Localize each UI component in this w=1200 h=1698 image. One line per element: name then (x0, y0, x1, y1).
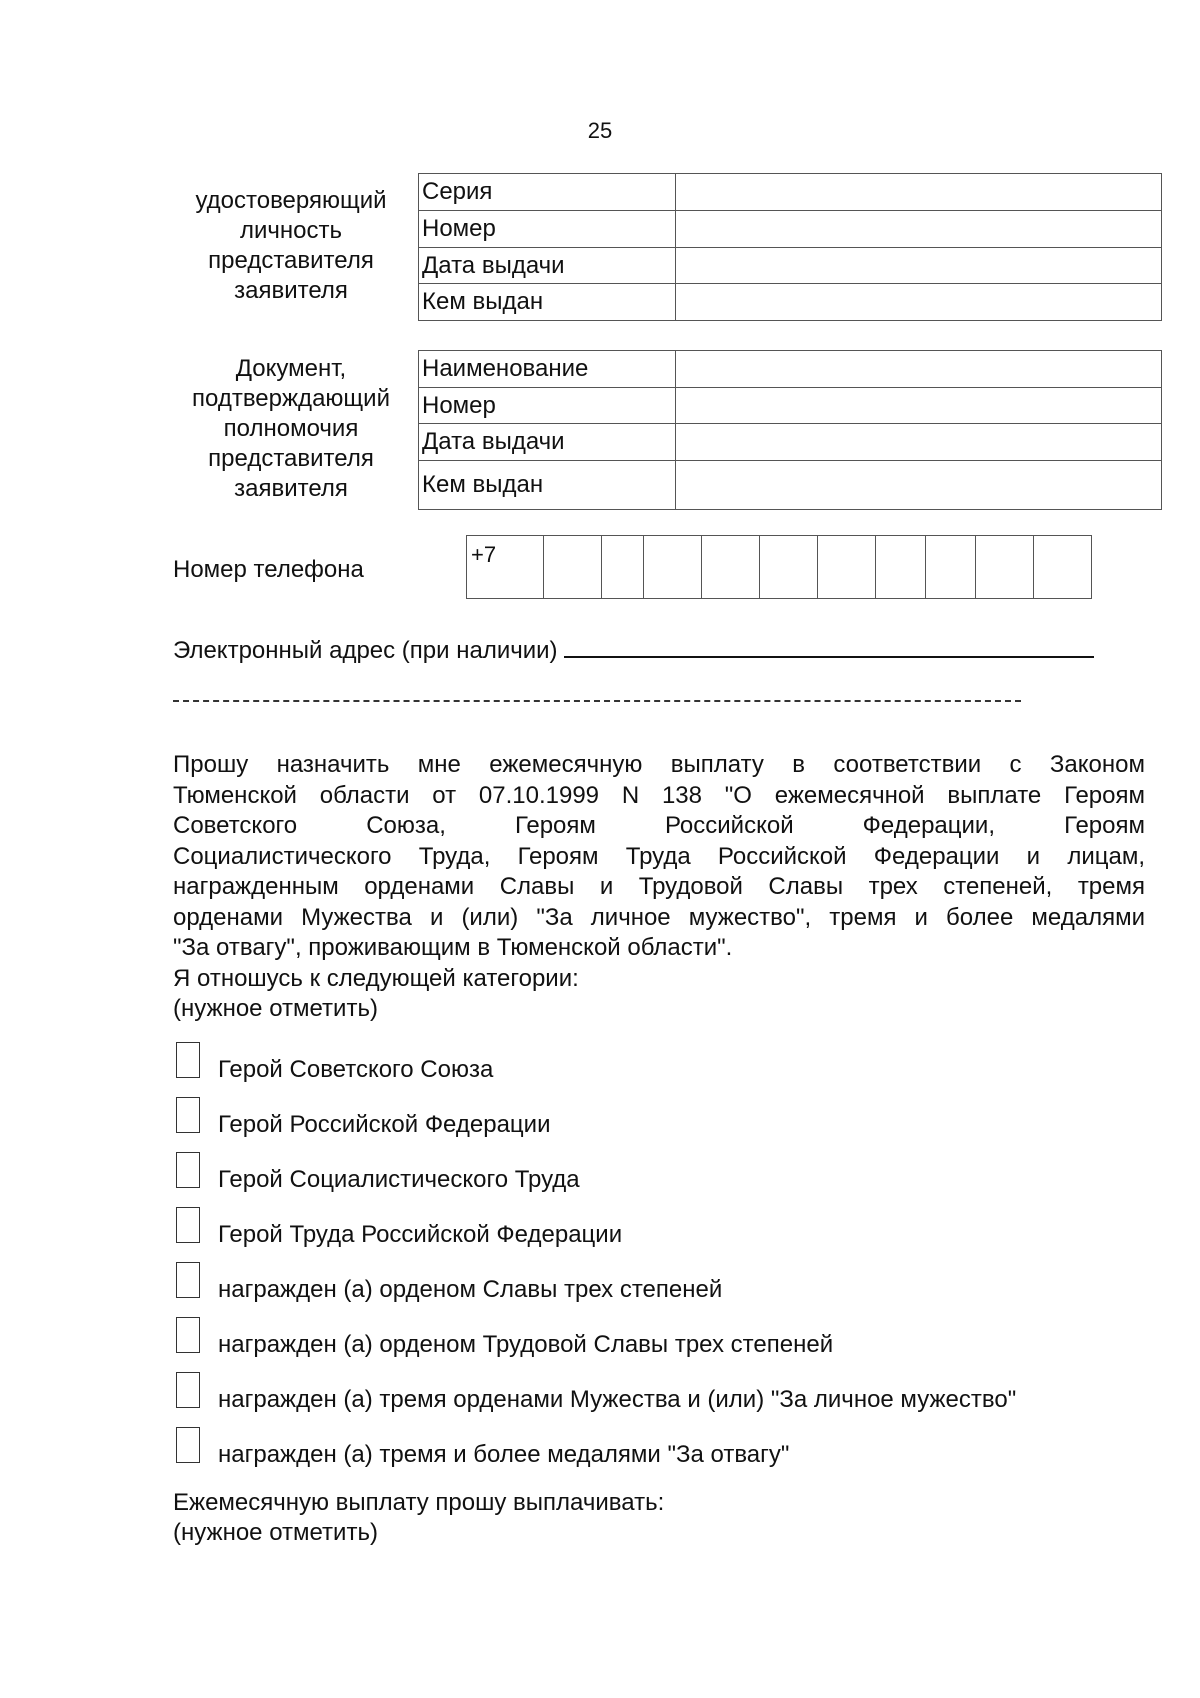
authority-doc-table (418, 350, 1162, 510)
category-label: награжден (а) орденом Славы трех степеней (218, 1276, 723, 1303)
category-prompt: Я отношусь к следующей категории: (173, 964, 579, 992)
authority-number-label: Номер (419, 388, 676, 424)
phone-digit-field[interactable] (601, 536, 643, 598)
phone-digit-field[interactable] (759, 536, 817, 598)
phone-digit-field[interactable] (925, 536, 975, 598)
category-checkbox[interactable] (176, 1042, 200, 1078)
category-checkbox[interactable] (176, 1097, 200, 1133)
category-label: награжден (а) орденом Трудовой Славы трех степеней (218, 1331, 834, 1358)
request-line: Советского Союза, Героям Российской Федерации, Героям (173, 812, 1145, 839)
identity-doc-label-line: представителя (208, 247, 374, 274)
category-hint: (нужное отметить) (173, 995, 378, 1022)
identity-number-label: Номер (419, 211, 676, 248)
request-line: Прошу назначить мне ежемесячную выплату в соответствии с Законом (173, 751, 1145, 778)
payout-hint: (нужное отметить) (173, 1519, 378, 1546)
request-line: награжденным орденами Славы и Трудовой Славы трех степеней, тремя (173, 873, 1145, 900)
phone-digit-field[interactable] (543, 536, 601, 598)
identity-issue-date-field[interactable] (676, 248, 1162, 284)
category-checkbox[interactable] (176, 1262, 200, 1298)
authority-doc-label (180, 354, 402, 504)
identity-doc-table (418, 173, 1162, 321)
authority-name-label: Наименование (419, 351, 676, 388)
identity-doc-label-line: удостоверяющий (195, 187, 387, 214)
phone-prefix: +7 (471, 542, 497, 567)
identity-doc-label-line: заявителя (234, 277, 348, 304)
authority-issue-date-label: Дата выдачи (419, 424, 676, 461)
table-row (419, 284, 1162, 321)
email-row (173, 634, 1094, 665)
request-paragraph (173, 750, 1145, 1025)
category-label: Герой Советского Союза (218, 1056, 494, 1083)
category-checkbox[interactable] (176, 1372, 200, 1408)
payout-title: Ежемесячную выплату прошу выплачивать: (173, 1489, 665, 1516)
phone-digit-field[interactable] (1033, 536, 1091, 598)
request-line: Тюменской области от 07.10.1999 N 138 "О ежемесячной выплате Героям (173, 781, 1145, 809)
identity-issued-by-field[interactable] (676, 284, 1162, 321)
authority-name-field[interactable] (676, 351, 1162, 388)
request-line: "За отвагу", проживающим в Тюменской области". (173, 934, 733, 961)
identity-number-field[interactable] (676, 211, 1162, 248)
phone-digit-field[interactable] (817, 536, 875, 598)
payout-section (173, 1488, 664, 1548)
phone-digit-field[interactable] (701, 536, 759, 598)
table-row (419, 461, 1162, 510)
table-row (419, 351, 1162, 388)
identity-series-label: Серия (419, 174, 676, 211)
category-label: награжден (а) тремя и более медалями "За отвагу" (218, 1441, 790, 1468)
table-row (419, 211, 1162, 248)
email-label: Электронный адрес (при наличии) (173, 637, 558, 664)
authority-issued-by-label: Кем выдан (419, 461, 676, 510)
authority-doc-label-line: представителя (208, 445, 374, 472)
authority-issue-date-field[interactable] (676, 424, 1162, 461)
category-checkbox[interactable] (176, 1152, 200, 1188)
email-field[interactable] (564, 634, 1094, 658)
phone-digit-field[interactable] (643, 536, 701, 598)
page-number: 25 (587, 118, 613, 143)
authority-doc-label-line: полномочия (223, 415, 359, 442)
authority-number-field[interactable] (676, 388, 1162, 424)
authority-doc-label-line: подтверждающий (192, 385, 390, 412)
identity-doc-label (180, 186, 402, 306)
category-checkbox[interactable] (176, 1427, 200, 1463)
table-row (419, 424, 1162, 461)
cut-line-divider (173, 700, 1021, 702)
authority-doc-label-line: заявителя (234, 475, 348, 502)
table-row (419, 248, 1162, 284)
category-label: Герой Социалистического Труда (218, 1166, 580, 1193)
identity-issued-by-label: Кем выдан (419, 284, 676, 321)
request-line: Социалистического Труда, Героям Труда Российской Федерации и лицам, (173, 842, 1145, 870)
request-line: орденами Мужества и (или) "За личное мужество", тремя и более медалями (173, 903, 1145, 931)
identity-issue-date-label: Дата выдачи (419, 248, 676, 284)
category-label: награжден (а) тремя орденами Мужества и (или) "За личное мужество" (218, 1386, 1017, 1413)
category-checkbox[interactable] (176, 1317, 200, 1353)
table-row (419, 174, 1162, 211)
authority-doc-label-line: Документ, (235, 355, 347, 382)
category-label: Герой Труда Российской Федерации (218, 1221, 623, 1248)
category-label: Герой Российской Федерации (218, 1111, 551, 1138)
authority-issued-by-field[interactable] (676, 461, 1162, 510)
identity-series-field[interactable] (676, 174, 1162, 211)
identity-doc-label-line: личность (239, 217, 342, 244)
category-checkbox[interactable] (176, 1207, 200, 1243)
table-row (419, 388, 1162, 424)
phone-grid (466, 535, 1092, 599)
phone-digit-field[interactable] (875, 536, 925, 598)
phone-label: Номер телефона (173, 556, 364, 583)
phone-digit-field[interactable] (975, 536, 1033, 598)
